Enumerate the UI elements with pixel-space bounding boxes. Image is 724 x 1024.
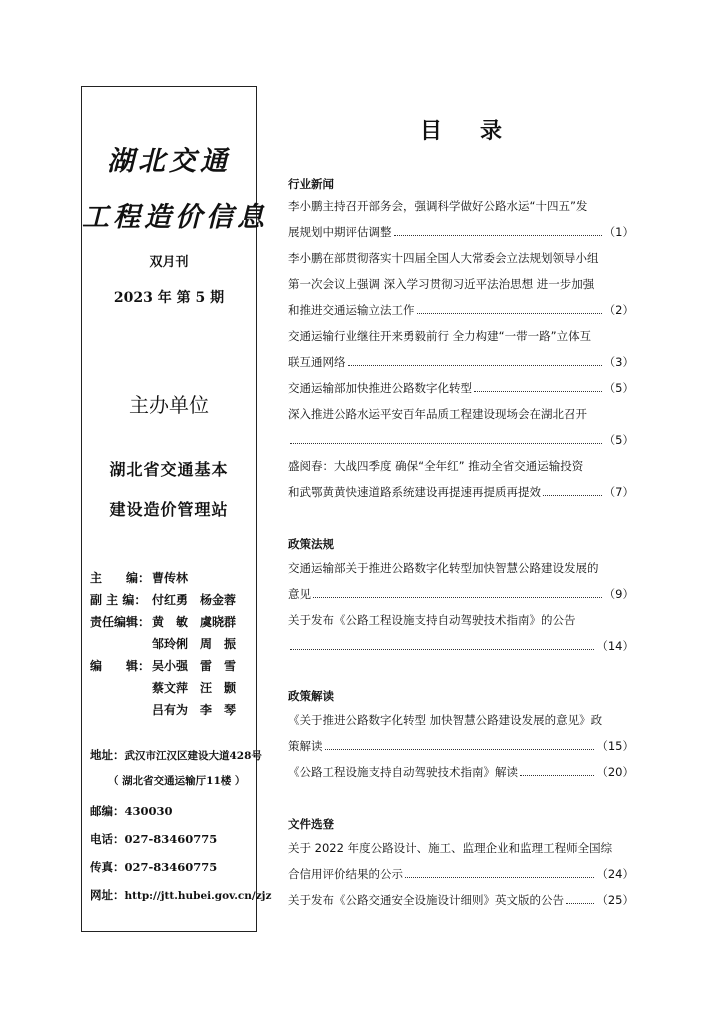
staff-row: 责任编辑： 黄 敏 虞晓群 bbox=[90, 615, 237, 629]
toc-entry-line[interactable]: 策解读 （15） bbox=[288, 739, 634, 753]
address-note: （ 湖北省交通运输厅11楼 ） bbox=[108, 775, 246, 787]
toc-entry-line[interactable]: 和武鄂黄黄快速道路系统建设再提速再提质再提效 （7） bbox=[288, 485, 634, 499]
section-title: 文件选登 bbox=[288, 817, 334, 831]
toc-entry-line[interactable]: 关于发布《公路工程设施支持自动驾驶技术指南》的公告 bbox=[288, 613, 576, 627]
fax: 传真：027-83460775 bbox=[90, 860, 218, 874]
staff-row: 副 主 编： 付红勇 杨金蓉 bbox=[90, 593, 237, 607]
toc-entry-line[interactable]: 关于 2022 年度公路设计、施工、监理企业和监理工程师全国综 bbox=[288, 841, 613, 855]
toc-entry-line[interactable]: 展规划中期评估调整 （1） bbox=[288, 225, 634, 239]
frequency: 双月刊 bbox=[149, 255, 189, 270]
section-title: 政策法规 bbox=[288, 537, 334, 551]
toc-entry-line[interactable]: 《公路工程设施支持自动驾驶技术指南》解读 （20） bbox=[288, 765, 634, 779]
staff-row: 编 辑： 吴小强 雷 雪 bbox=[90, 659, 237, 673]
toc-entry-line[interactable]: （14） bbox=[288, 638, 634, 654]
journal-title-line1: 湖北交通 bbox=[107, 146, 231, 177]
phone: 电话：027-83460775 bbox=[90, 832, 218, 846]
staff-row: 邹玲俐 周 振 bbox=[152, 637, 237, 651]
staff-row: 主 编： 曹传林 bbox=[90, 571, 189, 585]
toc-entry-line[interactable]: 交通运输行业继往开来勇毅前行 全力构建“一带一路”立体互 bbox=[288, 329, 592, 343]
toc-entry-line[interactable]: 合信用评价结果的公示 （24） bbox=[288, 867, 634, 881]
toc-entry-line[interactable]: （5） bbox=[288, 432, 634, 448]
toc-entry-line[interactable]: 交通运输部加快推进公路数字化转型 （5） bbox=[288, 381, 634, 395]
toc-entry-line[interactable]: 关于发布《公路交通安全设施设计细则》英文版的公告 （25） bbox=[288, 893, 634, 907]
toc-entry-line[interactable]: 意见 （9） bbox=[288, 587, 634, 601]
masthead-box bbox=[81, 86, 272, 932]
sponsor-label: 主办单位 bbox=[129, 393, 209, 417]
toc-entry-line[interactable]: 交通运输部关于推进公路数字化转型加快智慧公路建设发展的 bbox=[288, 561, 599, 575]
address: 地址：武汉市江汉区建设大道428号 bbox=[90, 748, 262, 762]
toc-entry-line[interactable]: 深入推进公路水运平安百年品质工程建设现场会在湖北召开 bbox=[288, 407, 587, 421]
issue-number: 2023 年 第 5 期 bbox=[113, 290, 225, 306]
postcode: 邮编：430030 bbox=[90, 804, 173, 818]
toc-entry-line[interactable]: 盛阅春：大战四季度 确保“全年红” 推动全省交通运输投资 bbox=[288, 459, 584, 473]
organization-line2: 建设造价管理站 bbox=[109, 500, 229, 519]
toc-entry-line[interactable]: 第一次会议上强调 深入学习贯彻习近平法治思想 进一步加强 bbox=[288, 277, 595, 291]
section-title: 政策解读 bbox=[288, 689, 334, 703]
staff-row: 吕有为 李 琴 bbox=[152, 703, 237, 717]
toc-entry-line[interactable]: 李小鹏主持召开部务会，强调科学做好公路水运“十四五”发 bbox=[288, 199, 588, 213]
toc-entry-line[interactable]: 和推进交通运输立法工作 （2） bbox=[288, 303, 634, 317]
toc-entry-line[interactable]: 联互通网络 （3） bbox=[288, 355, 634, 369]
toc-heading: 目 录 bbox=[420, 119, 503, 144]
section-title: 行业新闻 bbox=[288, 177, 334, 191]
staff-row: 蔡文萍 汪 颢 bbox=[152, 681, 237, 695]
toc-entry-line[interactable]: 《关于推进公路数字化转型 加快智慧公路建设发展的意见》政 bbox=[288, 713, 603, 727]
journal-title-line2: 工程造价信息 bbox=[82, 202, 268, 233]
organization-line1: 湖北省交通基本 bbox=[109, 460, 229, 479]
toc-entry-line[interactable]: 李小鹏在部贯彻落实十四届全国人大常委会立法规划领导小组 bbox=[288, 251, 599, 265]
website: 网址：http://jtt.hubei.gov.cn/zjz bbox=[90, 888, 272, 902]
